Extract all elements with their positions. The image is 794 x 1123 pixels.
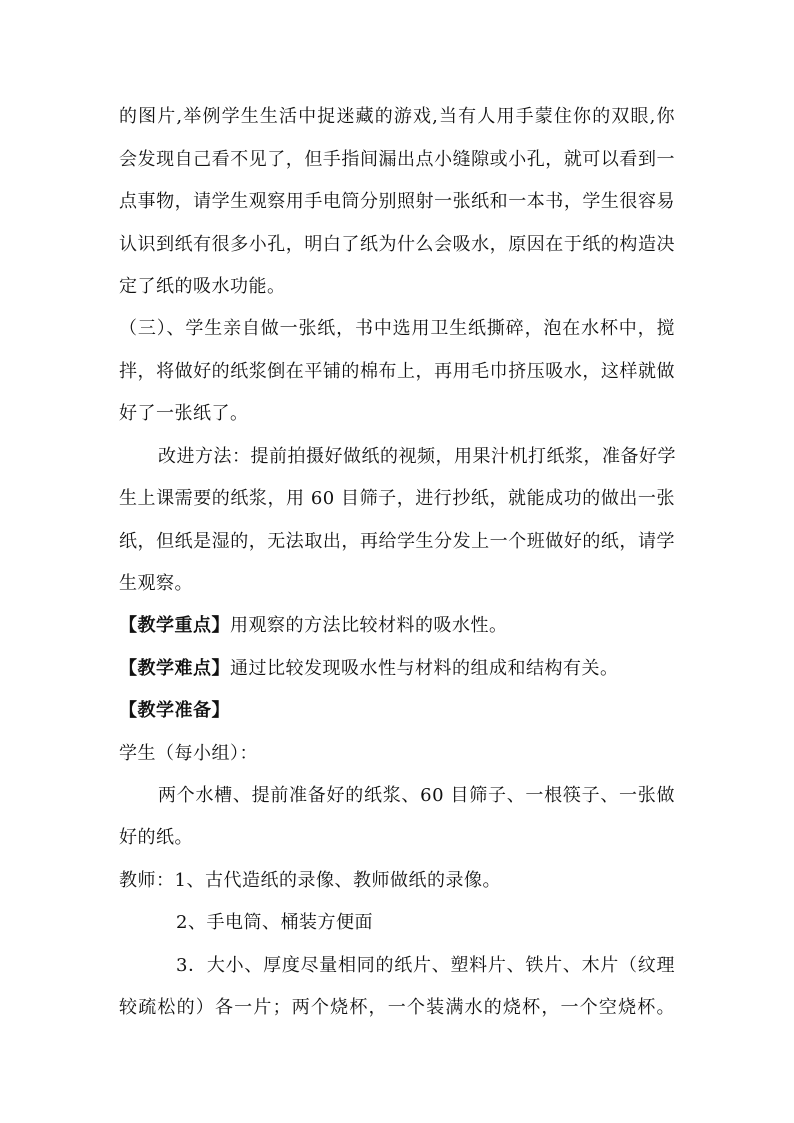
key-point-text: 用观察的方法比较材料的吸水性。	[230, 615, 508, 636]
teacher-line-2: 2、手电筒、桶装方便面	[176, 912, 373, 933]
key-point-label: 【教学重点】	[119, 615, 230, 636]
difficult-point-text: 通过比较发现吸水性与材料的组成和结构有关。	[230, 658, 619, 679]
body-line-1: 的图片,举例学生生活中捉迷藏的游戏,当有人用手蒙住你的双眼,你	[119, 106, 675, 127]
improvement-line-4: 生观察。	[119, 573, 193, 594]
improvement-line-3: 纸，但纸是湿的，无法取出，再给学生分发上一个班做好的纸，请学	[119, 531, 675, 552]
student-items-line-1: 两个水槽、提前准备好的纸浆、60 目筛子、一根筷子、一张做	[158, 785, 675, 806]
section-three-line-3: 好了一张纸了。	[119, 403, 249, 424]
teacher-line-4: 较疏松的）各一片；两个烧杯，一个装满水的烧杯，一个空烧杯。	[119, 997, 675, 1018]
student-label: 学生（每小组）：	[119, 743, 258, 764]
key-point	[119, 614, 508, 638]
section-three-line-1: （三）、学生亲自做一张纸，书中选用卫生纸撕碎，泡在水杯中，搅	[119, 318, 675, 339]
body-line-3: 点事物，请学生观察用手电筒分别照射一张纸和一本书，学生很容易	[119, 191, 675, 212]
teacher-line-1: 教师：1、古代造纸的录像、教师做纸的录像。	[119, 870, 501, 891]
body-line-4: 认识到纸有很多小孔，明白了纸为什么会吸水，原因在于纸的构造决	[119, 234, 675, 255]
teacher-line-3: 3．大小、厚度尽量相同的纸片、塑料片、铁片、木片（纹理	[176, 955, 675, 976]
body-line-5: 定了纸的吸水功能。	[119, 276, 286, 297]
body-line-2: 会发现自己看不见了，但手指间漏出点小缝隙或小孔，就可以看到一	[119, 149, 675, 170]
improvement-line-1: 改进方法：提前拍摄好做纸的视频，用果汁机打纸浆，准备好学	[158, 446, 676, 467]
improvement-line-2: 生上课需要的纸浆，用 60 目筛子，进行抄纸，就能成功的做出一张	[119, 488, 675, 509]
difficult-point	[119, 657, 619, 681]
difficult-point-label: 【教学难点】	[119, 658, 230, 679]
section-three-line-2: 拌，将做好的纸浆倒在平铺的棉布上，再用毛巾挤压吸水，这样就做	[119, 361, 675, 382]
preparation-heading: 【教学准备】	[119, 700, 230, 721]
student-items-line-2: 好的纸。	[119, 827, 193, 848]
